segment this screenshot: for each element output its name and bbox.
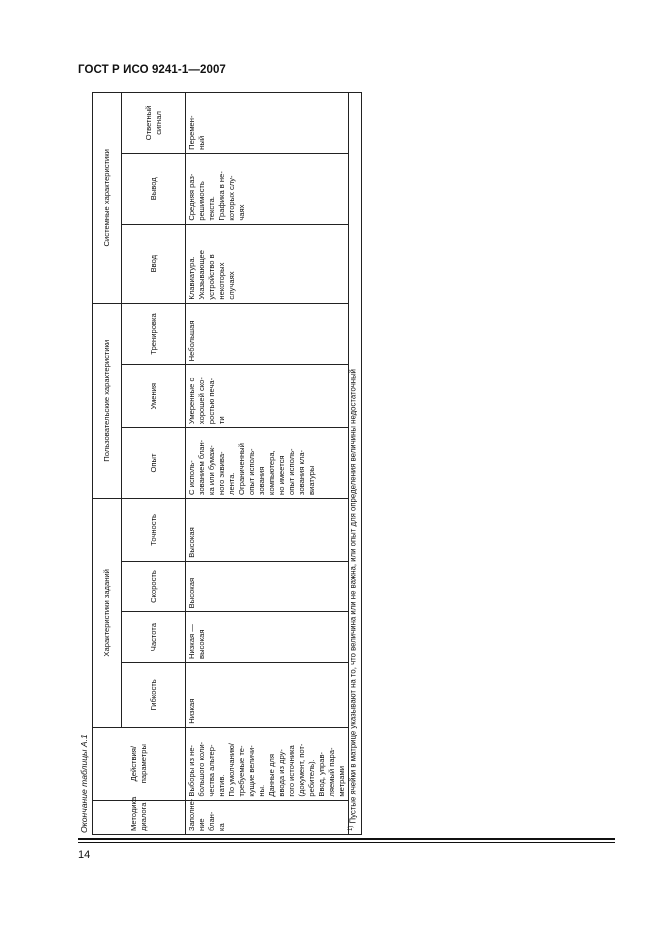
cell-line: натив. <box>217 774 226 797</box>
cell-line: ребитель). <box>307 759 316 797</box>
col-header-flexibility: Гибкость <box>122 662 186 727</box>
cell-accuracy <box>186 498 349 561</box>
characteristics-table <box>92 92 349 835</box>
footnote-marker: 1) <box>348 825 354 831</box>
cell-line: Перемен- <box>187 115 196 150</box>
cell-line: Высокая <box>187 577 196 609</box>
cell-line: компьютера, <box>267 450 276 495</box>
cell-line: Ввод, управ- <box>317 751 326 797</box>
cell-line: ка или бумаж- <box>207 445 216 495</box>
document-header: ГОСТ Р ИСО 9241-1—2007 <box>78 64 226 76</box>
cell-line: зования <box>257 466 266 495</box>
cell-line: Небольшая <box>187 320 196 362</box>
page-number: 14 <box>78 849 91 861</box>
cell-line: По умолчанию/ <box>227 743 236 797</box>
cell-line: (документ, пот- <box>297 743 306 797</box>
cell-line: некоторых <box>217 262 226 300</box>
cell-line: Клавиатура. <box>187 256 196 300</box>
col-header-output: Вывод <box>122 153 186 224</box>
cell-line: кущие величи- <box>247 745 256 797</box>
cell-method <box>186 800 349 834</box>
cell-line: большого коли- <box>197 741 206 797</box>
footnote-text: Пустые ячейки в матрице указывают на то, что величина или не важна, или опыт для определения величины недостаточный <box>348 368 358 824</box>
cell-line: С исполь- <box>187 460 196 495</box>
cell-response <box>186 93 349 154</box>
cell-line: Низкая — <box>187 624 196 659</box>
cell-line: опыт исполь- <box>247 448 256 495</box>
footer-rule-thin <box>78 842 615 843</box>
cell-line: Умеренные с <box>187 377 196 425</box>
col-header-actions: Действия/ параметры <box>93 727 186 800</box>
cell-line: Заполне- <box>187 798 196 831</box>
group-header-user: Пользовательские характеристики <box>93 303 122 498</box>
cell-output <box>186 153 349 224</box>
cell-line: текста. <box>207 196 216 221</box>
col-header-frequency: Частота <box>122 612 186 663</box>
table-caption: Окончание таблицы А.1 <box>79 734 89 833</box>
cell-line: случаях <box>227 271 236 300</box>
cell-line: чества альтер- <box>207 744 216 797</box>
cell-line: ляемый пара- <box>327 747 336 797</box>
footer-rule-thick <box>78 838 615 840</box>
cell-experience <box>186 428 349 499</box>
cell-line: ние блан- <box>197 811 216 831</box>
cell-line: ти <box>217 416 226 425</box>
col-header-method: Методика диалога <box>93 800 186 834</box>
cell-line: ростью печа- <box>207 377 216 425</box>
cell-line: ны. <box>257 784 266 797</box>
col-header-speed: Скорость <box>122 561 186 612</box>
cell-line: метрами <box>337 766 346 797</box>
cell-line: решимость <box>197 181 206 221</box>
cell-line: но имеется <box>277 455 286 495</box>
col-header-training: Тренировка <box>122 303 186 365</box>
cell-line: которых слу- <box>227 175 236 221</box>
cell-line: ввода из дру- <box>277 749 286 797</box>
group-header-system: Системные характеристики <box>93 93 122 304</box>
cell-speed <box>186 561 349 612</box>
cell-line: чаях <box>237 204 246 221</box>
cell-line: Высокая <box>187 527 196 558</box>
cell-line: гого источника <box>287 745 296 797</box>
cell-flexibility <box>186 662 349 727</box>
cell-line: зованием блан- <box>197 439 206 495</box>
cell-line: ный <box>197 135 206 150</box>
cell-training <box>186 303 349 365</box>
cell-line: хорошей ско- <box>197 377 206 425</box>
cell-line: зования кла- <box>297 449 306 495</box>
cell-line: лента. <box>227 472 236 495</box>
col-header-response: Ответный сигнал <box>122 93 186 154</box>
col-header-experience: Опыт <box>122 428 186 499</box>
cell-line: Данные для <box>267 754 276 797</box>
cell-line: опыт исполь- <box>287 448 296 495</box>
cell-line: Выборы из не- <box>187 744 196 797</box>
cell-input <box>186 224 349 303</box>
cell-line: Низкая <box>187 698 196 724</box>
cell-line: ного эквива- <box>217 451 226 495</box>
cell-line: ка <box>217 823 226 831</box>
cell-line: Ограниченный <box>237 443 246 495</box>
cell-line: высокая <box>197 629 206 659</box>
rotated-table-area <box>78 92 373 835</box>
cell-line: Графика в не- <box>217 171 226 221</box>
cell-line: Указывающее <box>197 250 206 300</box>
cell-frequency <box>186 612 349 663</box>
group-header-task: Характеристики заданий <box>93 498 122 727</box>
cell-skills <box>186 365 349 428</box>
col-header-input: Ввод <box>122 224 186 303</box>
cell-line: Средняя раз- <box>187 173 196 221</box>
col-header-accuracy: Точность <box>122 498 186 561</box>
table-footnote <box>346 369 359 831</box>
table-row <box>186 93 349 835</box>
cell-actions <box>186 727 349 800</box>
cell-line: устройство в <box>207 254 216 300</box>
col-header-skills: Умения <box>122 365 186 428</box>
cell-line: виатуры <box>307 465 316 495</box>
cell-line: требуемые те- <box>237 745 246 797</box>
